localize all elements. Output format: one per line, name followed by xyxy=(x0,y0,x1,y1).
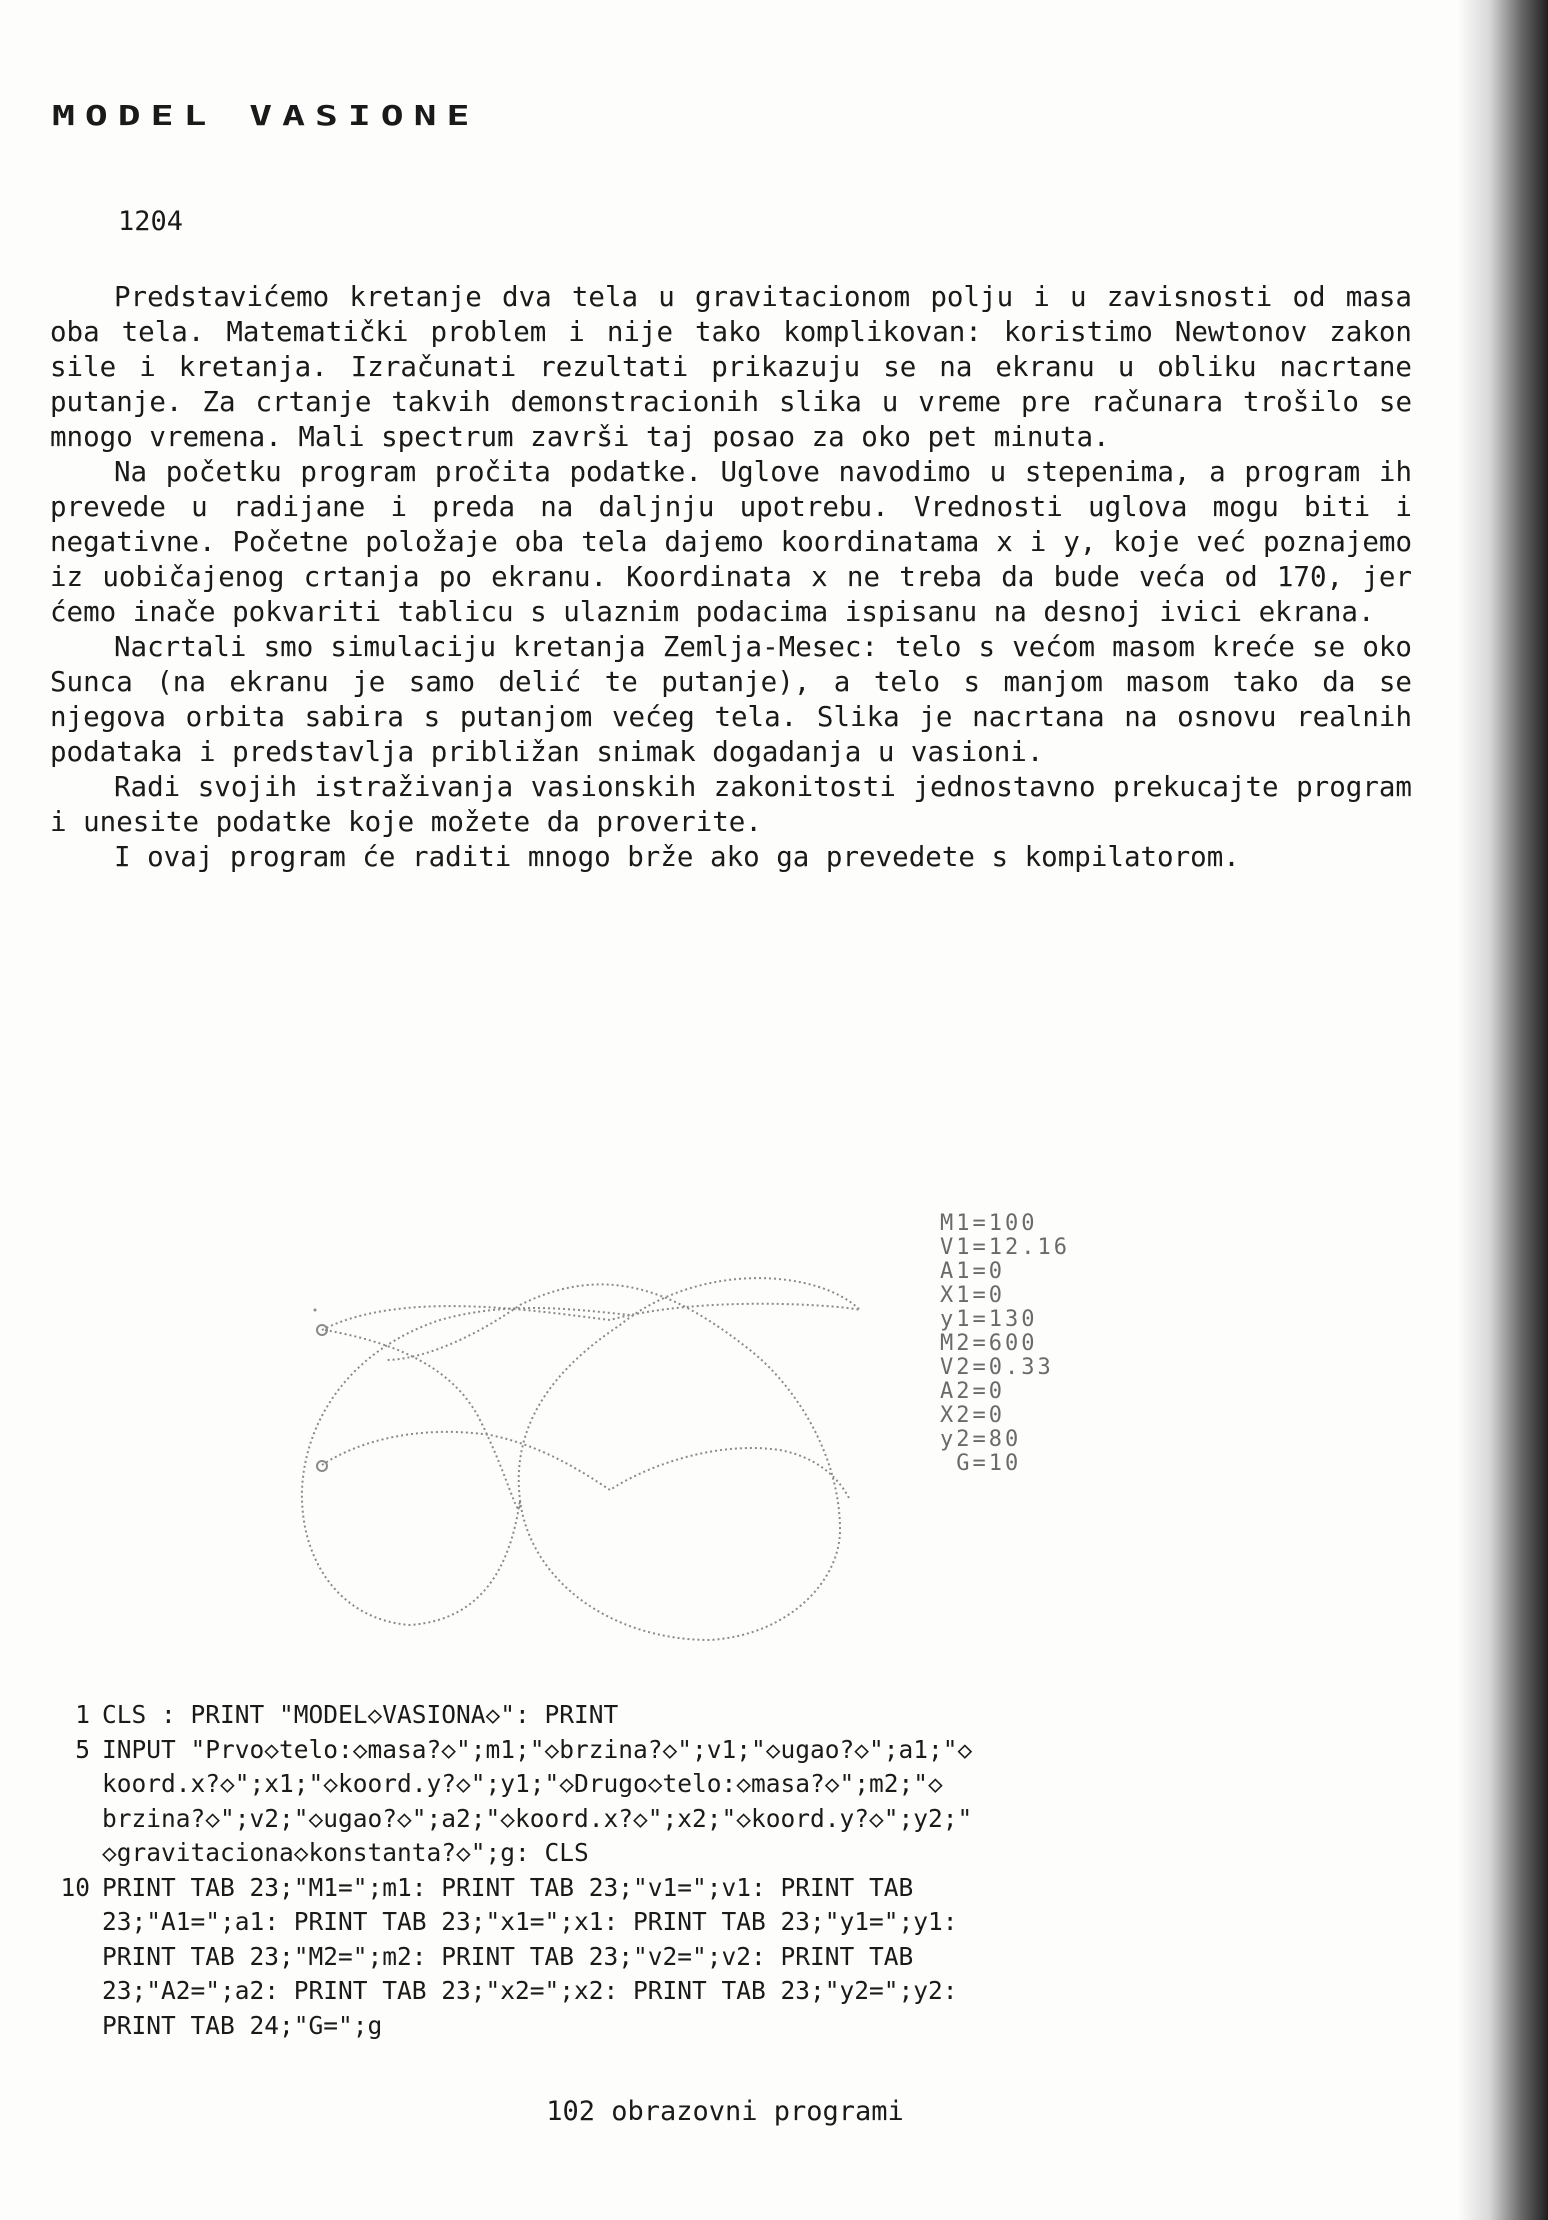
program-number: 1204 xyxy=(118,206,184,237)
paragraph: Predstavićemo kretanje dva tela u gravitacionom polju i u zavisnosti od masa oba tela. Matematički problem i nije tako komplikovan: koristimo Newtonov zakon sile i kretanja. Izračunati rezultati prikazuju se na ekranu u obliku nacrtane putanje. Za crtanje takvih demonstracionih slika u vreme pre računara trošilo se mnogo vremena. Mali spectrum završi taj posao za oko pet minuta. xyxy=(50,281,1412,453)
paragraph: Radi svojih istraživanja vasionskih zakonitosti jednostavno prekucajte program i unesite podatke koje možete da proverite. xyxy=(50,771,1412,838)
param-v1: V1=12.16 xyxy=(940,1235,1070,1260)
code-text: 23;"A1=";a1: PRINT TAB 23;"x1=";x1: PRINT TAB 23;"y1=";y1: xyxy=(102,1907,958,1936)
basic-listing xyxy=(50,1698,1250,2043)
param-x1: X1=0 xyxy=(940,1283,1005,1308)
body-start-marker xyxy=(317,1461,327,1471)
orbit-path-outer xyxy=(322,1278,860,1640)
parameter-table xyxy=(940,1212,1070,1476)
line-number: 1 xyxy=(75,1700,90,1729)
article-body xyxy=(50,280,1412,875)
page-title: MODEL VASIONE xyxy=(52,100,480,132)
param-m2: M2=600 xyxy=(940,1331,1038,1356)
param-x2: X2=0 xyxy=(940,1403,1005,1428)
code-text: CLS : PRINT "MODEL◇VASIONA◇": PRINT xyxy=(102,1700,619,1729)
code-text: 23;"A2=";a2: PRINT TAB 23;"x2=";x2: PRINT TAB 23;"y2=";y2: xyxy=(102,1976,958,2005)
body-dot xyxy=(314,1309,317,1312)
code-text: PRINT TAB 23;"M1=";m1: PRINT TAB 23;"v1=";v1: PRINT TAB xyxy=(102,1872,914,1902)
line-number: 10 xyxy=(60,1872,90,1902)
param-y1: y1=130 xyxy=(940,1307,1038,1332)
page-footer: 102 obrazovni programi xyxy=(546,2096,904,2127)
code-text: ◇gravitaciona◇konstanta?◇";g: CLS xyxy=(102,1838,589,1867)
line-number: 5 xyxy=(75,1734,90,1764)
listing-line xyxy=(50,1871,1250,2044)
code-text: brzina?◇";v2;"◇ugao?◇";a2;"◇koord.x?◇";x2;"◇koord.y?◇";y2;" xyxy=(102,1803,973,1833)
param-a1: A1=0 xyxy=(940,1259,1005,1284)
paragraph: Nacrtali smo simulaciju kretanja Zemlja-Mesec: telo s većom masom kreće se oko Sunca (na ekranu je samo delić te putanje), a telo s manjom masom tako da se njegova orbita sabira s putanjom većeg tela. Slika je nacrtana na osnovu realnih podataka i predstavlja približan snimak dogadanja u vasioni. xyxy=(50,631,1412,768)
param-y2: y2=80 xyxy=(940,1427,1022,1452)
paragraph: Na početku program pročita podatke. Uglove navodimo u stepenima, a program ih prevede u radijane i preda na daljnju upotrebu. Vrednosti uglova mogu biti i negativne. Početne položaje oba tela dajemo koordinatama x i y, koje već poznajemo iz uobičajenog crtanja po ekranu. Koordinata x ne treba da bude veća od 170, jer ćemo inače pokvariti tablicu s ulaznim podacima ispisanu na desnoj ivici ekrana. xyxy=(50,456,1412,628)
param-g: G=10 xyxy=(940,1451,1022,1476)
code-text: PRINT TAB 23;"M2=";m2: PRINT TAB 23;"v2=";v2: PRINT TAB xyxy=(102,1941,914,1971)
paragraph: I ovaj program će raditi mnogo brže ako ga prevedete s kompilatorom. xyxy=(114,841,1240,873)
book-spine-shadow xyxy=(1458,0,1548,2220)
code-text: INPUT "Prvo◇telo:◇masa?◇";m1;"◇brzina?◇";v1;"◇ugao?◇";a1;"◇ xyxy=(102,1734,973,1764)
code-text: koord.x?◇";x1;"◇koord.y?◇";y1;"◇Drugo◇telo:◇masa?◇";m2;"◇ xyxy=(102,1769,943,1798)
line-code xyxy=(90,1871,1212,2044)
param-m1: M1=100 xyxy=(940,1211,1038,1236)
orbit-path-inner xyxy=(322,1432,850,1500)
param-a2: A2=0 xyxy=(940,1379,1005,1404)
line-code xyxy=(90,1698,1212,1733)
listing-line xyxy=(50,1733,1250,1871)
param-v2: V2=0.33 xyxy=(940,1355,1054,1380)
line-code xyxy=(90,1733,1212,1871)
code-text: PRINT TAB 24;"G=";g xyxy=(102,2010,383,2040)
listing-line xyxy=(50,1698,1250,1733)
